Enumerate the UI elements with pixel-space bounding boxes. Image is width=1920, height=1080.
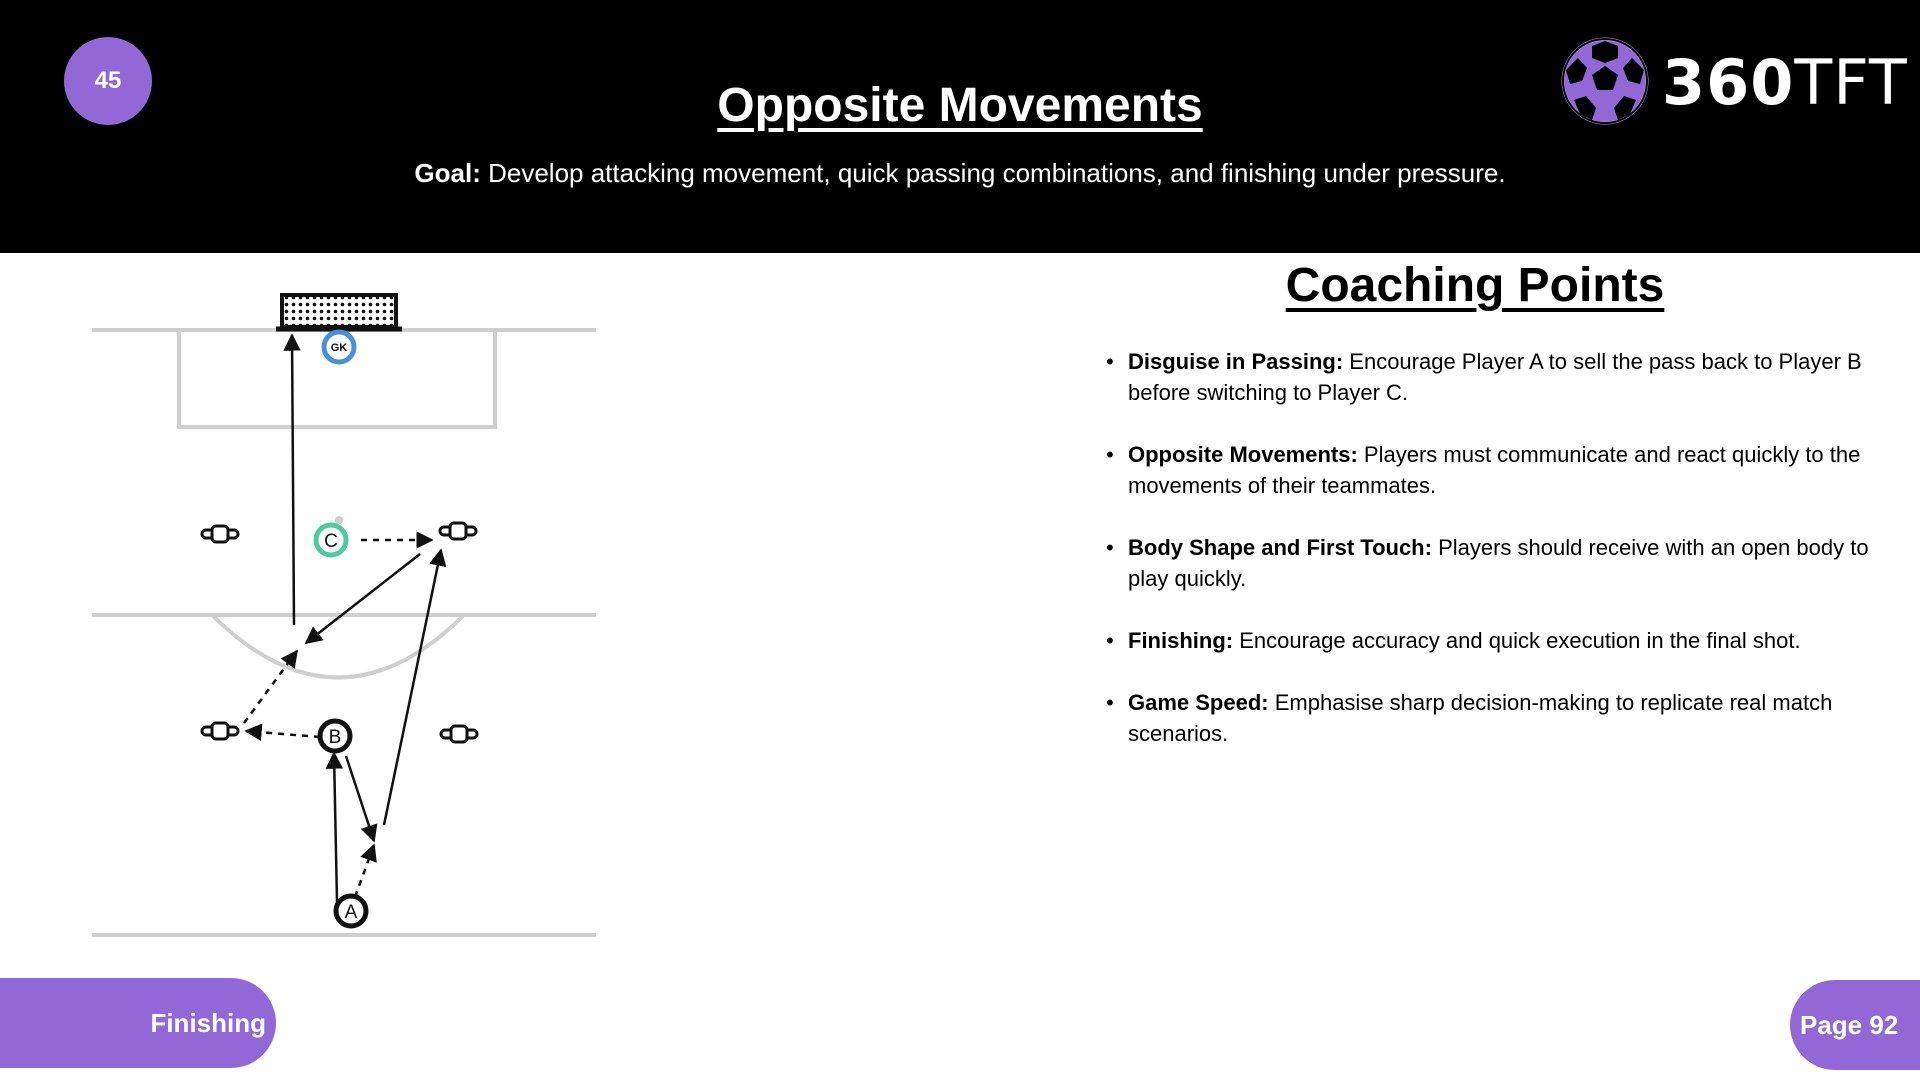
player-b-marker [320, 721, 350, 751]
coaching-point [1106, 346, 1876, 408]
coaching-point-label: Opposite Movements: [1128, 442, 1358, 467]
coaching-point-label: Body Shape and First Touch: [1128, 535, 1432, 560]
arrow-run-a [384, 550, 441, 825]
page-title: Opposite Movements [717, 79, 1203, 132]
category-tab [0, 978, 276, 1068]
coaching-point [1106, 687, 1876, 749]
coaching-point-text: Players must communicate and react quickly to the movements of their teammates. [1128, 442, 1861, 498]
player-c-label: C [324, 531, 338, 552]
cone-marker [202, 723, 238, 739]
goalkeeper-label: GK [330, 342, 348, 354]
movement-arrows [292, 335, 441, 902]
coaching-point-text: Players should receive with an open body to play quickly. [1128, 535, 1869, 591]
brand-logo [1560, 36, 1908, 126]
goal-label: Goal: [414, 158, 481, 188]
arrow-run-b [346, 756, 374, 841]
arrow-a-to-b [334, 753, 337, 902]
coaching-point-label: Game Speed: [1128, 690, 1269, 715]
drill-diagram [80, 280, 610, 950]
category-label: Finishing [150, 1008, 266, 1038]
coaching-point [1106, 439, 1876, 501]
coaching-points-list [1106, 346, 1876, 780]
goal-net [276, 295, 402, 329]
coaching-point [1106, 532, 1876, 594]
header-banner [0, 0, 1920, 253]
coaching-point-label: Disguise in Passing: [1128, 349, 1344, 374]
brand-name-bold: 360 [1662, 46, 1795, 119]
goalkeeper-marker [324, 332, 354, 362]
player-b-label: B [328, 727, 342, 748]
soccer-ball-icon [1560, 36, 1650, 126]
pitch-lines [92, 330, 596, 935]
brand-name [1662, 46, 1908, 119]
coaching-point-text: Emphasise sharp decision-making to replicate real match scenarios. [1128, 690, 1833, 746]
pass-a-to-space [355, 845, 374, 897]
drill-number-badge: 45 [64, 37, 152, 125]
arrow-run-c [306, 554, 420, 643]
coaching-point-label: Finishing: [1128, 628, 1234, 653]
coaching-point-text: Encourage accuracy and quick execution in the final shot. [1233, 628, 1801, 653]
pass-b-to-cone [246, 731, 320, 737]
coaching-points-title: Coaching Points [1285, 259, 1665, 312]
page-number-tab [1790, 980, 1920, 1070]
goal-text [0, 158, 1920, 189]
page-number: Page 92 [1800, 1010, 1899, 1040]
cone-marker [440, 523, 476, 539]
player-c-marker [316, 516, 346, 555]
pass-arrows [244, 540, 432, 897]
player-a-marker [336, 896, 366, 926]
player-a-label: A [344, 902, 358, 923]
cone-marker [202, 526, 238, 542]
cone-marker [441, 726, 477, 742]
arrow-shot [292, 335, 294, 625]
brand-name-light: TFT [1794, 46, 1908, 119]
cone-markers [202, 523, 477, 742]
coaching-point [1106, 625, 1876, 656]
coaching-point-text: Encourage Player A to sell the pass back to Player B before switching to Player C. [1128, 349, 1862, 405]
goal-description: Develop attacking movement, quick passing combinations, and finishing under pressure. [480, 158, 1506, 188]
